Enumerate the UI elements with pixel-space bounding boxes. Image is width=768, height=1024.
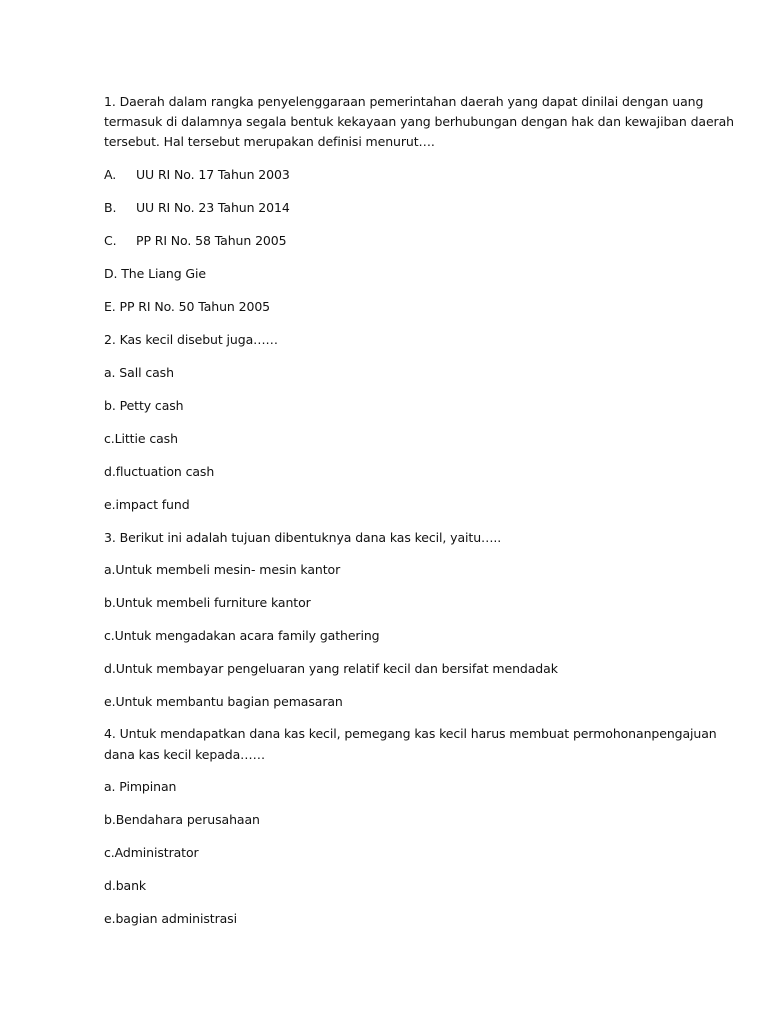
- question-3-option-b: b.Untuk membeli furniture kantor: [104, 595, 311, 610]
- question-4-option-b: b.Bendahara perusahaan: [104, 812, 260, 827]
- question-4-option-d: d.bank: [104, 878, 147, 893]
- question-1-line-2: termasuk di dalamnya segala bentuk kekayaan yang berhubungan dengan hak dan kewajiban daerah: [104, 114, 734, 129]
- question-2-text: 2. Kas kecil disebut juga……: [104, 332, 278, 347]
- option-text: PP RI No. 58 Tahun 2005: [136, 233, 287, 248]
- question-3-text: 3. Berikut ini adalah tujuan dibentuknya dana kas kecil, yaitu…..: [104, 530, 502, 545]
- option-text: UU RI No. 23 Tahun 2014: [136, 200, 290, 215]
- question-1-option-e: E. PP RI No. 50 Tahun 2005: [104, 299, 271, 314]
- question-3-option-e: e.Untuk membantu bagian pemasaran: [104, 694, 343, 709]
- question-2-option-b: b. Petty cash: [104, 398, 184, 413]
- question-2-option-a: a. Sall cash: [104, 365, 174, 380]
- question-2-option-d: d.fluctuation cash: [104, 464, 215, 479]
- option-text: UU RI No. 17 Tahun 2003: [136, 167, 290, 182]
- question-1-line-3: tersebut. Hal tersebut merupakan definisi menurut….: [104, 134, 435, 149]
- question-3-option-c: c.Untuk mengadakan acara family gathering: [104, 628, 380, 643]
- question-2-option-e: e.impact fund: [104, 497, 190, 512]
- question-3-option-d: d.Untuk membayar pengeluaran yang relatif kecil dan bersifat mendadak: [104, 661, 558, 676]
- option-letter: A.: [104, 167, 117, 182]
- question-3-option-a: a.Untuk membeli mesin- mesin kantor: [104, 562, 341, 577]
- question-4-option-e: e.bagian administrasi: [104, 911, 237, 926]
- question-1-option-a: [104, 165, 290, 185]
- question-1-line-1: 1. Daerah dalam rangka penyelenggaraan pemerintahan daerah yang dapat dinilai dengan uang: [104, 94, 704, 109]
- question-4-line-1: 4. Untuk mendapatkan dana kas kecil, pemegang kas kecil harus membuat permohonanpengajuan: [104, 726, 717, 741]
- question-1-option-d: D. The Liang Gie: [104, 266, 206, 281]
- question-2-option-c: c.Littie cash: [104, 431, 178, 446]
- question-4-line-2: dana kas kecil kepada……: [104, 747, 265, 762]
- option-letter: C.: [104, 233, 117, 248]
- question-4-option-c: c.Administrator: [104, 845, 199, 860]
- question-1-option-b: [104, 198, 290, 218]
- question-1-option-c: [104, 231, 286, 251]
- question-4-option-a: a. Pimpinan: [104, 779, 177, 794]
- option-letter: B.: [104, 200, 117, 215]
